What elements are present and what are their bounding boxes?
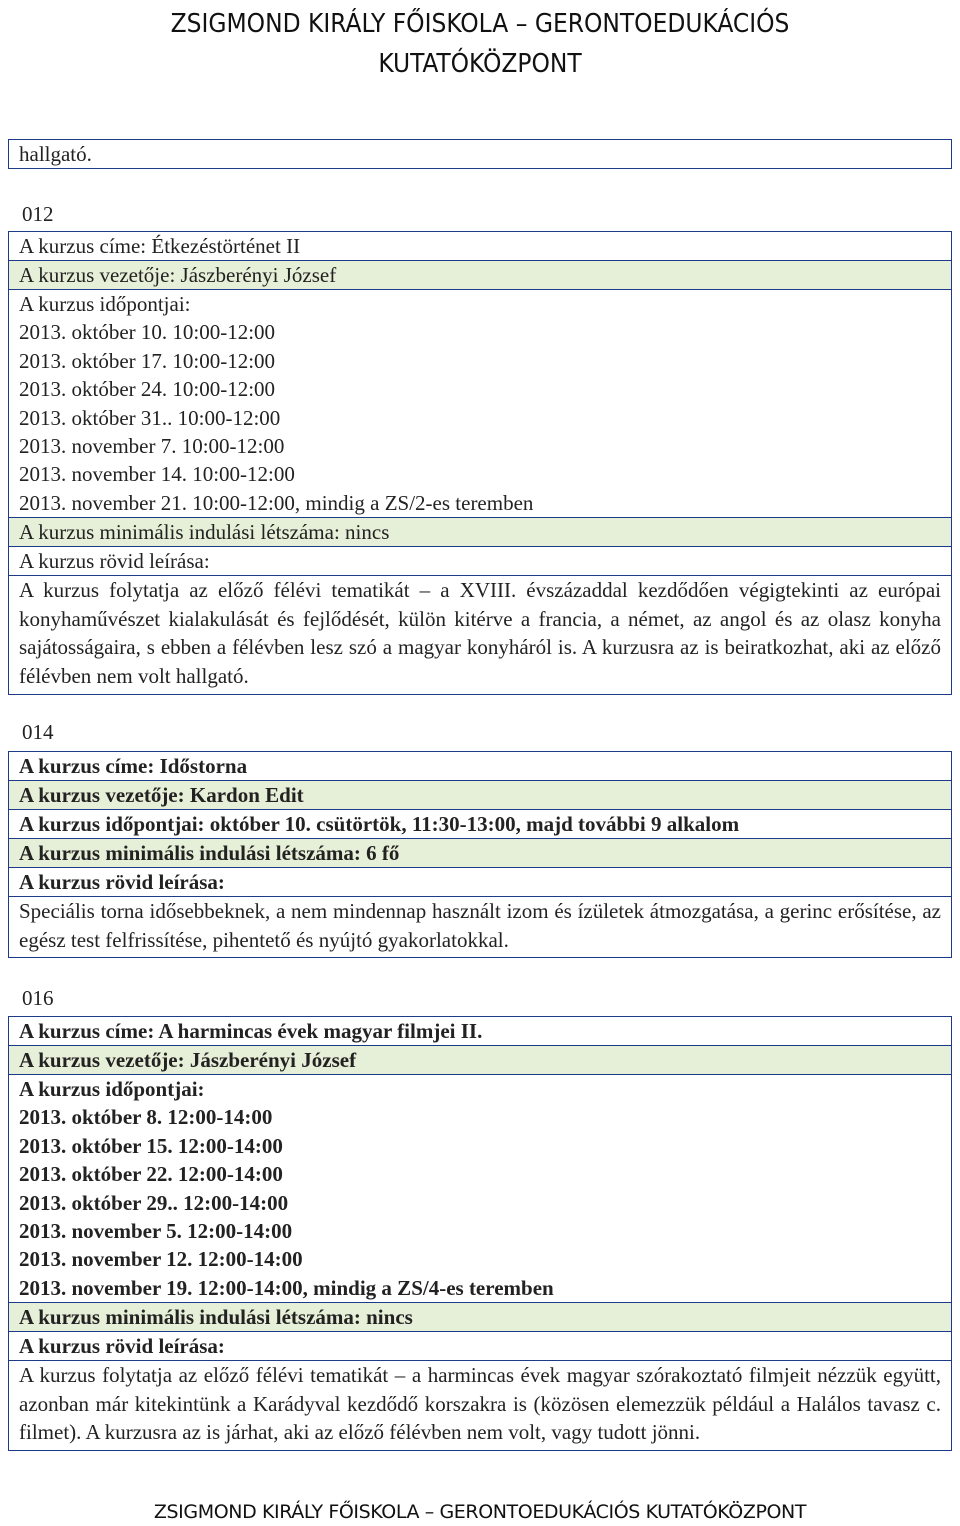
- header-line-2: KUTATÓKÖZPONT: [378, 49, 582, 79]
- schedule-date: 2013. november 12. 12:00-14:00: [19, 1247, 303, 1272]
- schedule-date: 2013. október 31.. 10:00-12:00: [19, 405, 281, 430]
- course-schedule: A kurzus időpontjai: október 10. csütörtök, 11:30-13:00, majd további 9 alkalom: [9, 809, 951, 838]
- course-leader: A kurzus vezetője: Jászberényi József: [9, 260, 951, 289]
- course-schedule: [9, 289, 951, 517]
- page-header: [0, 4, 960, 84]
- schedule-label: A kurzus időpontjai:: [19, 292, 191, 316]
- course-title: A kurzus címe: Étkezéstörténet II: [19, 234, 301, 258]
- course-description: Speciális torna idősebbeknek, a nem mindennap használt izom és ízületek átmozgatása, a gerinc erősítése, az egész test felfrissítése, pihentető és nyújtó gyakorlatokkal.: [9, 896, 951, 957]
- header-line-1: ZSIGMOND KIRÁLY FŐISKOLA – GERONTOEDUKÁCIÓS: [170, 9, 790, 39]
- schedule-date: 2013. november 5. 12:00-14:00: [19, 1219, 293, 1244]
- min-participants: A kurzus minimális indulási létszáma: nincs: [9, 1302, 951, 1331]
- min-participants: A kurzus minimális indulási létszáma: nincs: [9, 517, 951, 546]
- min-participants: A kurzus minimális indulási létszáma: 6 fő: [9, 838, 951, 867]
- course-schedule: [9, 1074, 951, 1302]
- schedule-date: 2013. november 7. 10:00-12:00: [19, 434, 285, 459]
- course-box-014: [8, 751, 952, 958]
- schedule-date: 2013. november 19. 12:00-14:00, mindig a ZS/4-es teremben: [19, 1275, 554, 1300]
- course-box-016: [8, 1016, 952, 1451]
- course-title: A kurzus címe: Időstorna: [19, 754, 248, 778]
- schedule-date: 2013. október 8. 12:00-14:00: [19, 1105, 273, 1130]
- course-code: 014: [22, 720, 54, 744]
- course-box-012: [8, 231, 952, 695]
- desc-label: A kurzus rövid leírása:: [9, 546, 951, 575]
- desc-label: A kurzus rövid leírása:: [9, 1331, 951, 1360]
- schedule-date: 2013. október 29.. 12:00-14:00: [19, 1190, 289, 1215]
- prev-course-box: [8, 139, 952, 169]
- page-footer: ZSIGMOND KIRÁLY FŐISKOLA – GERONTOEDUKÁCIÓS KUTATÓKÖZPONT: [153, 1501, 807, 1523]
- schedule-date: 2013. október 15. 12:00-14:00: [19, 1133, 283, 1158]
- course-code: 012: [22, 202, 54, 226]
- schedule-date: 2013. november 14. 10:00-12:00: [19, 462, 295, 487]
- schedule-date: 2013. október 22. 12:00-14:00: [19, 1162, 283, 1187]
- prev-course-tail: hallgató.: [19, 142, 92, 166]
- course-code: 016: [22, 986, 54, 1010]
- course-description: A kurzus folytatja az előző félévi tematikát – a harmincas évek magyar szórakoztató filmjeit nézzük együtt, azonban már kitekintünk a Karádyval kezdődő korszakra is (közösen elemezzük például a Halálos tavasz c. filmet). A kurzusra az is járhat, aki az előző félévben nem volt, vagy tudott jönni.: [9, 1360, 951, 1450]
- course-leader: A kurzus vezetője: Jászberényi József: [9, 1045, 951, 1074]
- schedule-date: 2013. október 24. 10:00-12:00: [19, 377, 276, 402]
- schedule-label: A kurzus időpontjai:: [19, 1077, 205, 1101]
- schedule-date: 2013. november 21. 10:00-12:00, mindig a ZS/2-es teremben: [19, 490, 534, 515]
- schedule-date: 2013. október 17. 10:00-12:00: [19, 348, 276, 373]
- course-leader: A kurzus vezetője: Kardon Edit: [9, 780, 951, 809]
- course-description: A kurzus folytatja az előző félévi tematikát – a XVIII. évszázaddal kezdődően végigtekinti az európai konyhaművészet kialakulását és fejlődését, külön kitérve a francia, a német, az angol és az olasz konyha sajátosságaira, s ebben a félévben lesz szó a magyar konyháról is. A kurzusra az is beiratkozhat, aki az előző félévben nem volt hallgató.: [9, 575, 951, 693]
- schedule-date: 2013. október 10. 10:00-12:00: [19, 320, 276, 345]
- desc-label: A kurzus rövid leírása:: [9, 867, 951, 896]
- course-title: A kurzus címe: A harmincas évek magyar filmjei II.: [19, 1019, 483, 1043]
